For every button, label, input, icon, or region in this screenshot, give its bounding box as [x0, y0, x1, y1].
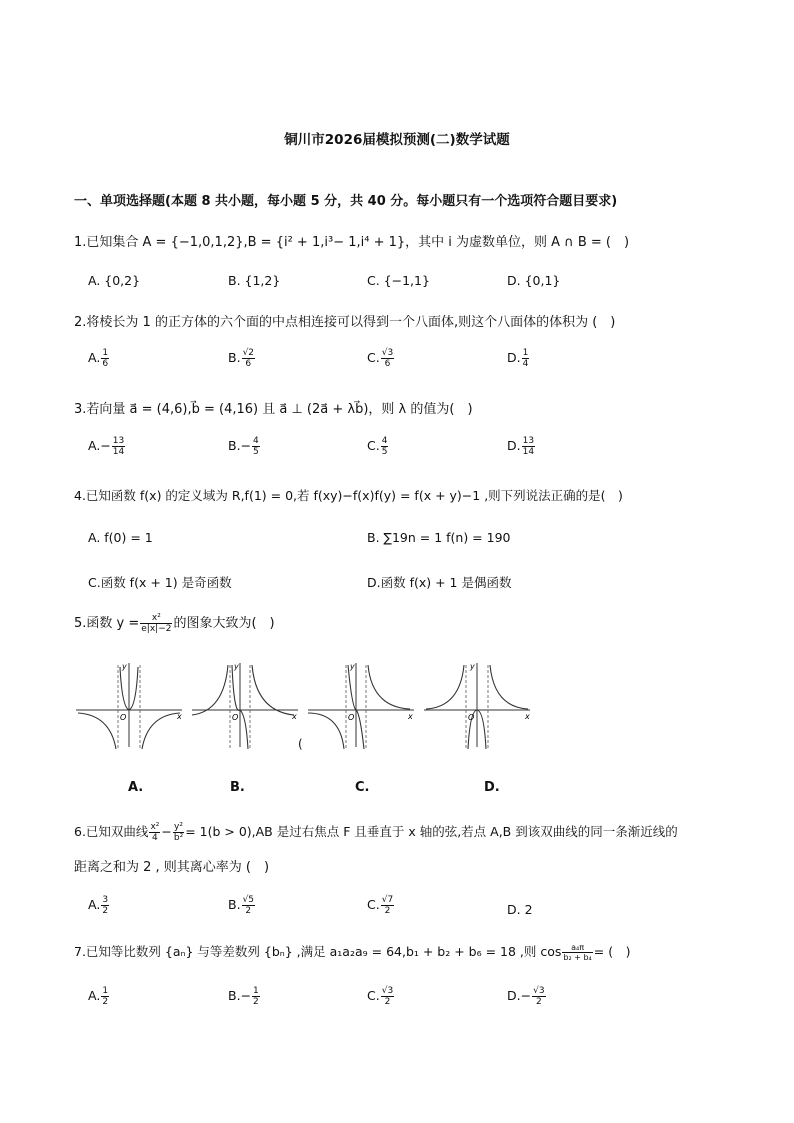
x-label: x — [177, 712, 182, 721]
y-label: y — [122, 662, 127, 671]
q5-option-b[interactable]: B. — [230, 780, 245, 795]
curve-left — [192, 665, 228, 715]
q6-option-d[interactable]: D. 2 — [507, 902, 533, 917]
curve-left — [78, 713, 116, 749]
graph-option-b[interactable] — [190, 655, 302, 750]
q1-option-a[interactable]: A. {0,2} — [88, 273, 141, 288]
curve-right — [142, 713, 180, 749]
q7-option-c[interactable]: C. $\frac{√3}{2}$ — [367, 986, 394, 1007]
question-3-stem: 3.若向量 a⃗ = (4,6),b⃗ = (4,16) 且 a⃗ ⊥ (2a⃗ + λb⃗)，则 λ 的值为( ) — [74, 402, 473, 417]
question-6-stem: 6.已知双曲线 $\frac{\text{x²}}{4}$ − $\frac{\text{y²}}{\text{b²}}$ = 1(b > 0),AB 是过右焦点 F 且垂直于 x 轴的弦,若点 A,B 到该双曲线的同一条渐近线的 — [74, 822, 678, 843]
section-heading: 一、单项选择题(本题 8 共小题，每小题 5 分，共 40 分。每小题只有一个选项符合题目要求) — [74, 194, 618, 209]
x-label: x — [408, 712, 413, 721]
curve-right — [490, 665, 528, 709]
q1-option-d[interactable]: D. {0,1} — [507, 273, 561, 288]
q4-option-c[interactable]: C.函数 f(x + 1) 是奇函数 — [88, 575, 232, 590]
q5-option-a[interactable]: A. — [128, 780, 144, 795]
y-label: y — [234, 662, 239, 671]
q3-option-a[interactable]: A.− $\frac{13}{14}$ — [88, 436, 125, 457]
x-label: x — [292, 712, 297, 721]
q6-option-c[interactable]: C. $\frac{√7}{2}$ — [367, 895, 394, 916]
q7-option-a[interactable]: A. $\frac{1}{2}$ — [88, 986, 109, 1007]
graph-option-a[interactable] — [74, 655, 186, 750]
origin-label: O — [120, 713, 127, 722]
q2-option-a[interactable]: A. $\frac{1}{6}$ — [88, 348, 109, 369]
q2-option-b[interactable]: B. $\frac{√2}{6}$ — [228, 348, 255, 369]
curve-right — [368, 665, 410, 709]
origin-label: O — [468, 713, 475, 722]
q5-option-c[interactable]: C. — [355, 780, 370, 795]
q2-option-c[interactable]: C. $\frac{√3}{6}$ — [367, 348, 394, 369]
question-4-stem: 4.已知函数 f(x) 的定义域为 R,f(1) = 0,若 f(xy)−f(x)f(y) = f(x + y)−1 ,则下列说法正确的是( ) — [74, 488, 623, 503]
q3-option-b[interactable]: B.− $\frac{4}{5}$ — [228, 436, 259, 457]
curve-left — [426, 665, 464, 709]
question-1-stem: 1.已知集合 A = {−1,0,1,2},B = {i² + 1,i³− 1,i⁴ + 1}，其中 i 为虚数单位，则 A ∩ B = ( ) — [74, 235, 630, 250]
question-6-stem-line2: 距离之和为 2 , 则其离心率为 ( ) — [74, 860, 270, 875]
origin-label: O — [348, 713, 355, 722]
q4-option-a[interactable]: A. f(0) = 1 — [88, 530, 153, 545]
q3-option-c[interactable]: C. $\frac{4}{5}$ — [367, 436, 388, 457]
curve-right — [252, 665, 294, 715]
q4-option-b[interactable]: B. ∑19n = 1 f(n) = 190 — [367, 530, 511, 545]
question-7-stem: 7.已知等比数列 {aₙ} 与等差数列 {bₙ} ,满足 a₁a₂a₉ = 64,b₁ + b₂ + b₆ = 18 ,则 cos $\frac{\text{a₄π}}{\text{b₂ + b₄}}$ = ( ) — [74, 943, 631, 962]
curve-left — [308, 713, 344, 749]
q6-option-b[interactable]: B. $\frac{√5}{2}$ — [228, 895, 255, 916]
q4-option-d[interactable]: D.函数 f(x) + 1 是偶函数 — [367, 575, 512, 590]
page-title: 铜川市2026届模拟预测(二)数学试题 — [284, 132, 510, 148]
origin-label: O — [232, 713, 239, 722]
question-2-stem: 2.将棱长为 1 的正方体的六个面的中点相连接可以得到一个八面体,则这个八面体的体积为 ( ) — [74, 315, 616, 330]
q7-option-d[interactable]: D.− $\frac{√3}{2}$ — [507, 986, 545, 1007]
graph-option-c[interactable] — [306, 655, 418, 750]
y-label: y — [350, 662, 355, 671]
q3-option-d[interactable]: D. $\frac{13}{14}$ — [507, 436, 535, 457]
q1-option-b[interactable]: B. {1,2} — [228, 273, 281, 288]
graph-option-d[interactable] — [422, 655, 534, 750]
x-label: x — [525, 712, 530, 721]
q7-option-b[interactable]: B.− $\frac{1}{2}$ — [228, 986, 259, 1007]
q5-option-d[interactable]: D. — [484, 780, 500, 795]
q2-option-d[interactable]: D. $\frac{1}{4}$ — [507, 348, 529, 369]
q1-option-c[interactable]: C. {−1,1} — [367, 273, 430, 288]
y-label: y — [470, 662, 475, 671]
stray-parenthesis: ( — [298, 737, 303, 751]
q6-option-a[interactable]: A. $\frac{3}{2}$ — [88, 895, 109, 916]
question-5-stem: 5.函数 y = $\frac{\text{x²}}{e|x|-2}$ 的图象大致为( ) — [74, 613, 275, 634]
